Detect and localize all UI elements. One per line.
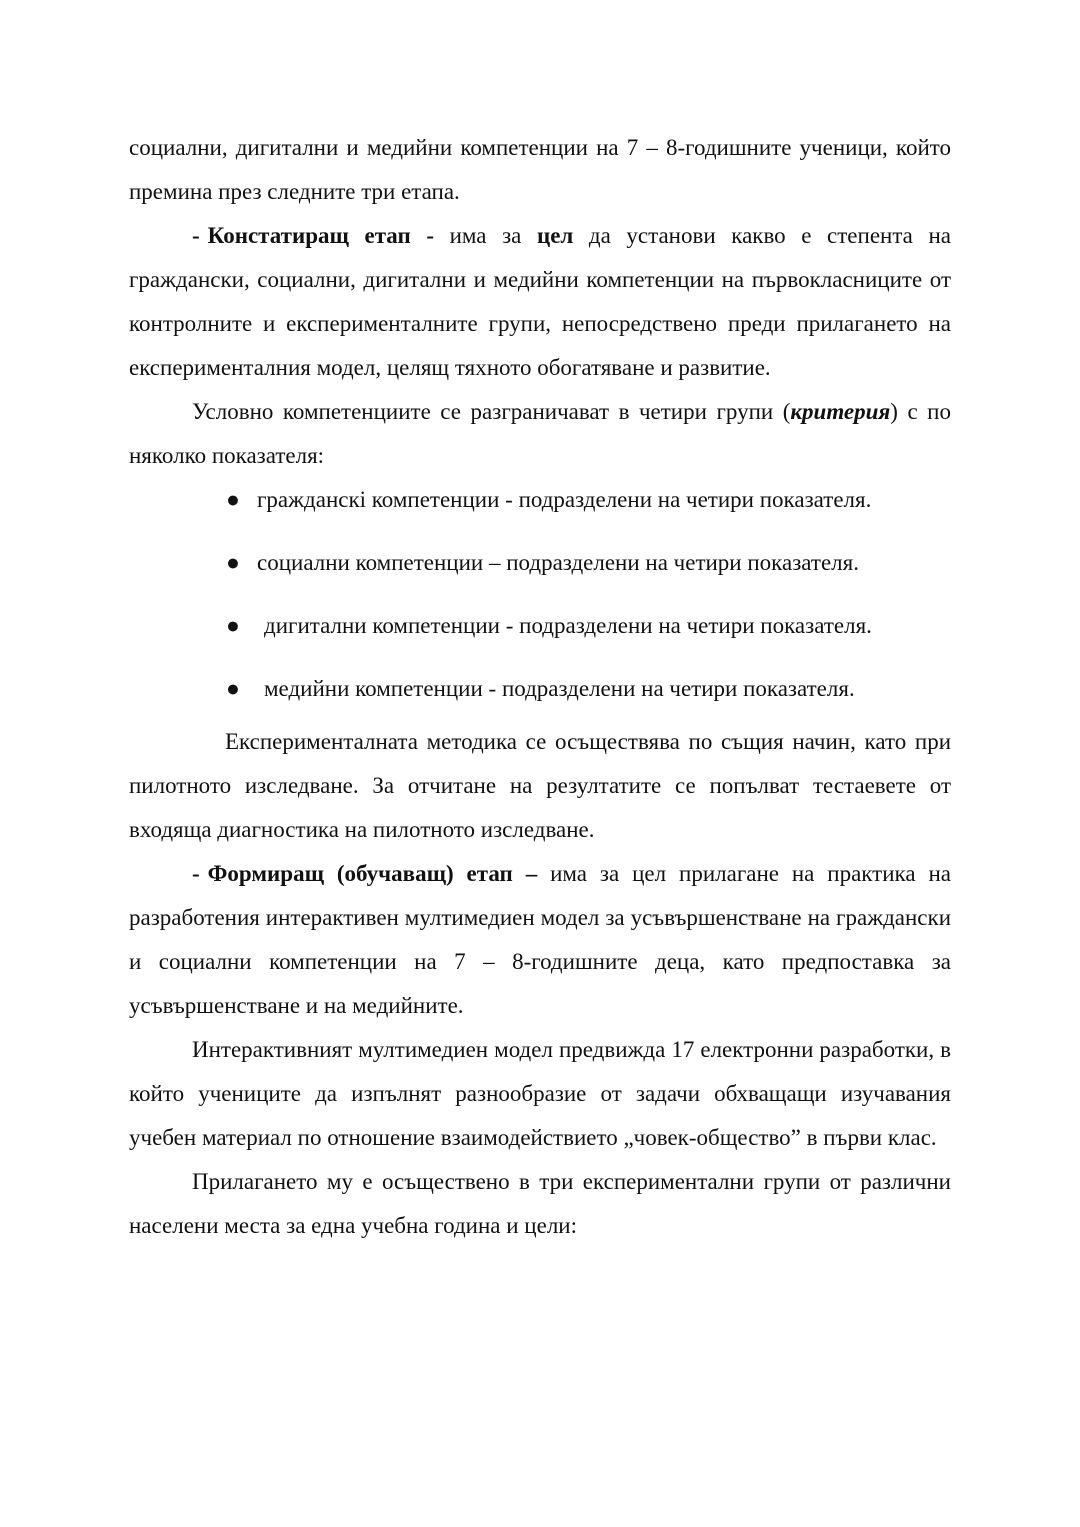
paragraph-model: Интерактивният мултимедиен модел предвижда 17 електронни разработки, в който учениците да изпълнят разнообразие от задачи обхващащи изучавания учебен материал по отношение взаимодействието „човек-общество” в първи клас.: [129, 1037, 951, 1150]
paragraph-ascertaining-stage: [129, 214, 951, 390]
paragraph-text: има за цел прилагане на практика на разработения интерактивен мултимедиен модел за усъвършенстване на граждански и социални компетенции на 7 – 8-годишните деца, като предпоставка за усъвършенстване и на медийните.: [129, 861, 951, 1018]
list-item: [129, 478, 951, 541]
document-body: [129, 126, 951, 1248]
bullet-icon: ●: [226, 487, 240, 512]
list-item: [129, 604, 951, 667]
goal-word: цел: [536, 223, 574, 248]
criteria-word: критерия: [790, 399, 891, 424]
dash-marker: -: [192, 861, 200, 886]
stage-name-formative: Формиращ (обучаващ) етап –: [207, 861, 538, 886]
list-item: [129, 541, 951, 604]
list-item-text: гражданскi компетенции - подразделени на четири показателя.: [257, 487, 872, 512]
paragraph-text: да установи какво е степента на граждански, социални, дигитални и медийни компетенции на първокласниците от контролните и експерименталните групи, непосредствено преди прилагането на експерименталния модел, целящ тяхното обогатяване и развитие.: [129, 223, 951, 380]
list-item-text: дигитални компетенции - подразделени на четири показателя.: [264, 613, 872, 638]
paragraph-methodology: Експерименталната методика се осъществява по същия начин, като при пилотното изследване. За отчитане на резултатите се попълват тестаевете от входяща диагностика на пилотното изследване.: [129, 729, 951, 842]
list-item-text: социални компетенции – подразделени на четири показателя.: [257, 550, 859, 575]
paragraph-application: Прилагането му е осъществено в три експериментални групи от различни населени места за една учебна година и цели:: [129, 1169, 951, 1238]
bullet-icon: ●: [226, 676, 240, 701]
stage-name-ascertaining: Констатиращ етап -: [207, 223, 434, 248]
dash-marker: -: [192, 223, 200, 248]
paragraph-intro-continuation: социални, дигитални и медийни компетенции на 7 – 8-годишните ученици, който премина през следните три етапа.: [129, 135, 951, 204]
bullet-icon: ●: [226, 613, 240, 638]
bullet-icon: ●: [226, 550, 240, 575]
list-item-text: медийни компетенции - подразделени на четири показателя.: [264, 676, 855, 701]
list-item: [129, 667, 951, 730]
competence-list: [129, 478, 951, 730]
paragraph-text: ) с по няколко показателя:: [129, 399, 951, 468]
paragraph-criteria: [129, 390, 951, 478]
paragraph-formative-stage: [129, 852, 951, 1028]
paragraph-text: има за: [433, 223, 537, 248]
paragraph-text: Условно компетенциите се разграничават в четири групи (: [192, 399, 791, 424]
